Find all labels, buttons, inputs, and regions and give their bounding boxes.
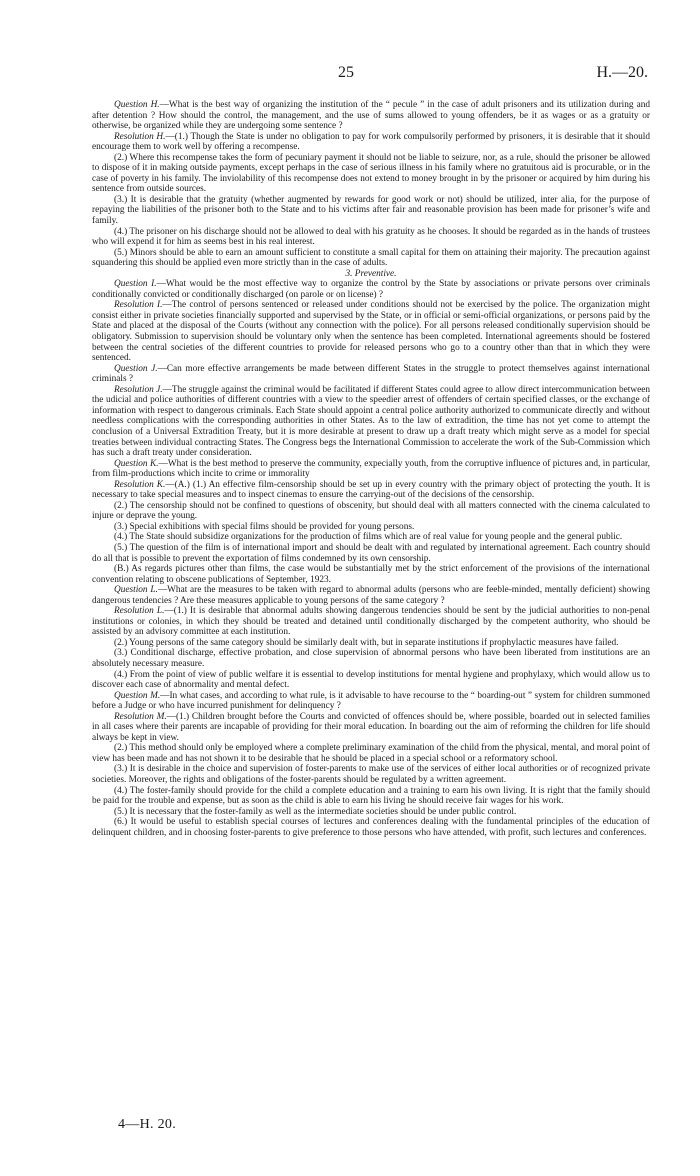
paragraph-text: (3.) Conditional discharge, effective probation, and close supervision of abnormal persons who have been liberated from institutions are an absolutely necessary measure. bbox=[92, 648, 650, 669]
paragraph-lead: Resolution J. bbox=[114, 384, 163, 395]
paragraph-text: —What is the best way of organizing the institution of the “ pecule ” in the case of adult prisoners and its utilization during and after detention ? How should the control, the management, and the use of sums allowed to young offenders, be it as wages or as a gratuity or otherwise, be organized while they are undergoing some sentence ? bbox=[92, 100, 650, 132]
paragraph-lead: Question H. bbox=[114, 100, 160, 110]
paragraph bbox=[92, 459, 650, 480]
paragraph bbox=[92, 279, 650, 300]
paragraph-lead: Resolution H. bbox=[114, 131, 166, 142]
paragraph-text: —(1.) Though the State is under no obligation to pay for work compulsorily performed by prisoners, it is desirable that it should encourage them to work well by offering a recompense. bbox=[92, 131, 650, 153]
section-3-preventive bbox=[92, 279, 650, 838]
paragraph-text: (4.) The foster-family should provide for the child a complete education and a training to earn his own living. It is right that the family should be paid for the trouble and expense, but as soon as the child is able to earn his living he should receive fair wages for his work. bbox=[92, 785, 650, 807]
paragraph bbox=[92, 648, 650, 669]
paragraph bbox=[92, 807, 650, 818]
paragraph-lead: Question L. bbox=[114, 585, 158, 596]
paragraph bbox=[92, 712, 650, 744]
page-number: 25 bbox=[338, 64, 354, 81]
paragraph-text: (2.) This method should only be employed where a complete preliminary examination of the child from the physical, mental, and moral point of view has been made and has not shown it to be desirable that he should be placed in a special school or a reformatory school. bbox=[92, 743, 650, 764]
paragraph bbox=[92, 786, 650, 807]
paragraph bbox=[92, 691, 650, 712]
paragraph-lead: Resolution I. bbox=[114, 300, 163, 311]
paragraph-text: (2.) The censorship should not be confined to questions of obscenity, but should deal with all matters connected with the cinema calculated to injure or deprave the young. bbox=[92, 500, 650, 522]
paragraph-text: (2.) Where this recompense takes the form of pecuniary payment it should not be liable to seizure, nor, as a rule, should the prisoner be allowed to dispose of it in making outside payments, except perhaps in the case of serious illness in his family where no gratuitous aid is procurable, or in the case of poverty in his family. The inviolability of this recompense does not extend to money brought in by the prisoner or acquired by him during his sentence from outside sources. bbox=[92, 152, 650, 195]
paragraph bbox=[92, 743, 650, 764]
paragraph bbox=[92, 606, 650, 638]
paragraph-text: —What would be the most effective way to organize the control by the State by associations or private persons over criminals conditionally convicted or conditionally discharged (on parole or on license) ? bbox=[92, 279, 650, 300]
paragraph bbox=[92, 670, 650, 691]
paragraph-text: (4.) The prisoner on his discharge should not be allowed to deal with his gratuity as he chooses. It should be regarded as in the hands of trustees who will expend it for him as seems best in his real interest. bbox=[92, 226, 650, 248]
paragraph bbox=[92, 501, 650, 522]
paragraph-text: —(1.) Children brought before the Courts and convicted of offences should be, where possible, boarded out in selected families in all cases where their parents are incapable of providing for their moral education. In boarding out the aim of reforming the children for life should always be kept in view. bbox=[92, 711, 650, 743]
paragraph-text: (5.) The question of the film is of international import and should be dealt with and regulated by international agreement. Each country should do all that is possible to prevent the exportation of films condemned by its own censorship. bbox=[92, 542, 650, 564]
paragraph bbox=[92, 248, 650, 269]
paragraph bbox=[92, 227, 650, 248]
paragraph-lead: Resolution M. bbox=[114, 711, 167, 722]
paragraph bbox=[92, 385, 650, 459]
body-text bbox=[92, 100, 650, 838]
paragraph-lead: Resolution K. bbox=[114, 479, 166, 490]
paragraph bbox=[92, 564, 650, 585]
paragraph-lead: Resolution L. bbox=[114, 606, 165, 617]
paragraph-text: (5.) It is necessary that the foster-family as well as the intermediate societies should be under public control. bbox=[114, 806, 517, 817]
paragraph bbox=[92, 100, 650, 132]
paragraph-text: (B.) As regards pictures other than films, the case would be substantially met by the strict enforcement of the provisions of the international convention relating to obscene publications of September, 1923. bbox=[92, 564, 650, 585]
paragraph-text: (6.) It would be useful to establish special courses of lectures and conferences dealing with the fundamental principles of the education of delinquent children, and in choosing foster-parents to give preference to those persons who have attended, with profit, such lectures and conferences. bbox=[92, 817, 650, 838]
paragraph-lead: Question J. bbox=[114, 363, 158, 374]
paragraph-text: (4.) From the point of view of public welfare it is essential to develop institutions for mental hygiene and prophylaxy, which would allow us to discover each case of abnormality and mental defect. bbox=[92, 669, 650, 691]
paragraph-text: —The control of persons sentenced or released under conditions should not be exercised by the police. The organization might consist either in private societies financially supported and supervised by the State, or in official or semi-official organizations, or persons paid by the State and placed at the disposal of the Courts (without any connection with the police). For all persons released conditionally supervision should be obligatory. Submission to supervision should be voluntary only when the sentence has been completed. International agreements should be fostered between the central societies of the different countries to provide for released persons who go to a country other than that in which they were sentenced. bbox=[92, 300, 651, 364]
paragraph bbox=[92, 300, 650, 363]
paragraph bbox=[92, 543, 650, 564]
paragraph-text: —(A.) (1.) An effective film-censorship should be set up in every country with the primary object of protecting the youth. It is necessary to take special measures and to inspect cinemas to ensure the carrying-out of the decisions of the censorship. bbox=[92, 479, 650, 501]
paragraph-text: —Can more effective arrangements be made between different States in the struggle to protect themselves against international criminals ? bbox=[92, 363, 650, 385]
paragraph-text: —The struggle against the criminal would be facilitated if different States could agree to allow direct intercommunication between the udicial and police authorities of different countries with a view to the speedier arrest of offenders of certain specified classes, or the exchange of information with respect to dangerous criminals. Each State should appoint a central police authority authorized to communicate directly and without needless complications with the corresponding authorities in other States. As to the law of extradition, the time has not yet come to attempt the conclusion of a Universal Extradition Treaty, but it is more desirable at present to draw up a draft treaty which might serve as a model for special treaties between individual contracting States. The Congress begs the International Commission to accelerate the work of the Sub-Commission which has such a draft treaty under consideration. bbox=[92, 384, 650, 459]
paragraph bbox=[92, 132, 650, 153]
paragraph bbox=[92, 153, 650, 195]
paragraph-text: (3.) It is desirable in the choice and supervision of foster-parents to make use of the services of either local authorities or of recognized private societies. Moreover, the rights and obligations of the foster-parents should be regulated by a written agreement. bbox=[92, 764, 650, 785]
paragraph-text: (3.) Special exhibitions with special films should be provided for young persons. bbox=[114, 521, 415, 532]
section-2-continued bbox=[92, 100, 650, 269]
paragraph-text: (2.) Young persons of the same category should be similarly dealt with, but in separate institutions if prophylactic measures have failed. bbox=[114, 637, 619, 648]
paragraph-text: —(1.) It is desirable that abnormal adults showing dangerous tendencies should be sent by the judicial authorities to non-penal institutions or colonies, in which they should be treated and detained until conditionally discharged by the competent authority, who should be assisted by an advisory committee at each institution. bbox=[92, 606, 650, 638]
signature-mark: 4—H. 20. bbox=[118, 1117, 177, 1132]
paragraph bbox=[92, 764, 650, 785]
paragraph-text: —What are the measures to be taken with regard to abnormal adults (persons who are feeble-minded, mentally deficient) showing dangerous tendencies ? Are these measures applicable to young persons of the same category ? bbox=[92, 585, 651, 606]
section-heading: 3. Preventive. bbox=[345, 268, 397, 279]
paragraph-text: (5.) Minors should be able to earn an amount sufficient to constitute a small capital for them on attaining their majority. The precaution against squandering this should be applied even more strictly than in the case of adults. bbox=[92, 247, 650, 269]
paragraph-lead: Question M. bbox=[114, 690, 161, 701]
paragraph bbox=[92, 532, 650, 543]
paragraph-text: —In what cases, and according to what rule, is it advisable to have recourse to the “ boarding-out ” system for children summoned before a Judge or who have incurred punishment for delinquency ? bbox=[92, 690, 650, 712]
paragraph bbox=[92, 522, 650, 533]
paragraph-lead: Question K. bbox=[114, 458, 159, 469]
document-code: H.—20. bbox=[596, 64, 648, 81]
paragraph bbox=[92, 364, 650, 385]
paragraph-lead: Question I. bbox=[114, 279, 157, 290]
paragraph-text: —What is the best method to preserve the community, expecially youth, from the corruptive influence of pictures and, in particular, from film-productions which incite to crime or immorality bbox=[92, 458, 650, 480]
page-header bbox=[92, 64, 648, 86]
paragraph bbox=[92, 638, 650, 649]
paragraph-text: (3.) It is desirable that the gratuity (whether augmented by rewards for good work or not) should be utilized, inter alia, for the purpose of repaying the liabilities of the prisoner both to the State and to his victims after fair and reasonable provision has been made for prisoner’s wife and family. bbox=[92, 194, 650, 227]
paragraph bbox=[92, 195, 650, 227]
paragraph bbox=[92, 817, 650, 838]
paragraph bbox=[92, 585, 650, 606]
paragraph bbox=[92, 480, 650, 501]
paragraph-text: (4.) The State should subsidize organizations for the production of films which are of real value for young people and the general public. bbox=[114, 532, 623, 543]
